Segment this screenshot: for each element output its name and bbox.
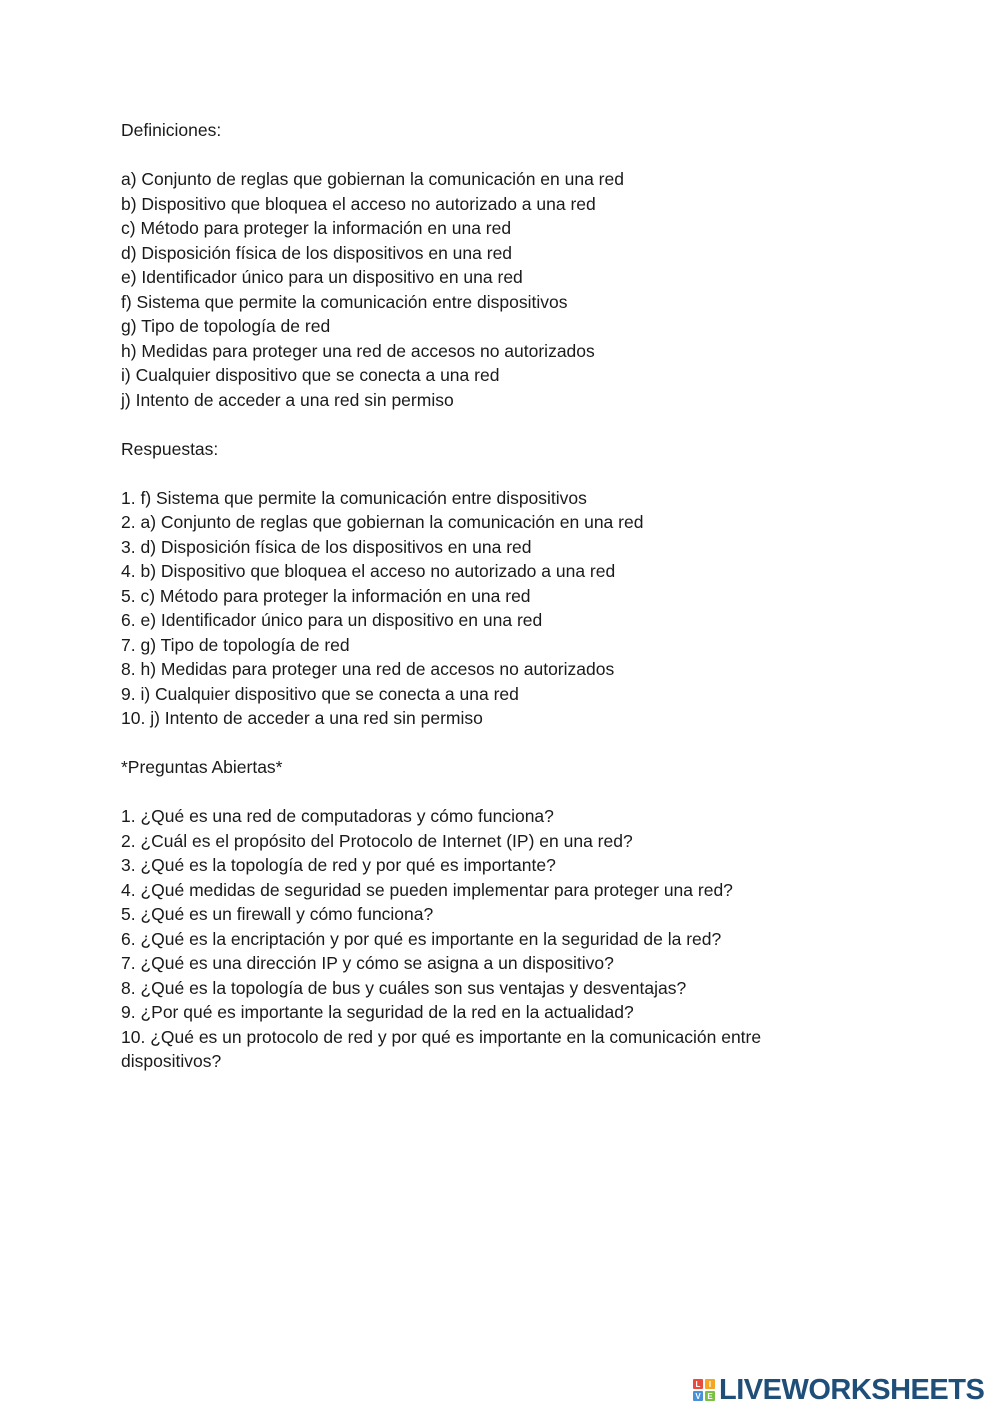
liveworksheets-logo[interactable] <box>693 1374 984 1406</box>
answer-item: 1. f) Sistema que permite la comunicación entre dispositivos <box>121 487 587 508</box>
definition-item: g) Tipo de topología de red <box>121 316 331 336</box>
answer-item: 10. j) Intento de acceder a una red sin permiso <box>121 708 483 728</box>
question-item: 10. ¿Qué es un protocolo de red y por qué es importante en la comunicación entre dispositivos? <box>121 1026 762 1071</box>
definition-item: j) Intento de acceder a una red sin permiso <box>121 389 454 410</box>
answer-item: 7. g) Tipo de topología de red <box>121 634 350 655</box>
answer-item: 9. i) Cualquier dispositivo que se conecta a una red <box>121 683 519 704</box>
answer-item: 4. b) Dispositivo que bloquea el acceso no autorizado a una red <box>121 561 616 581</box>
definition-item: i) Cualquier dispositivo que se conecta a una red <box>121 365 500 385</box>
answer-item: 2. a) Conjunto de reglas que gobiernan la comunicación en una red <box>121 512 644 532</box>
definition-item: b) Dispositivo que bloquea el acceso no autorizado a una red <box>121 193 596 214</box>
answer-item: 8. h) Medidas para proteger una red de accesos no autorizados <box>121 659 615 679</box>
brand-mark-icon <box>693 1379 715 1401</box>
open-questions-list <box>121 804 841 1074</box>
worksheet-page <box>121 118 841 1098</box>
open-questions-heading: *Preguntas Abiertas* <box>121 757 283 777</box>
definition-item: c) Método para proteger la información en una red <box>121 218 512 238</box>
question-item: 8. ¿Qué es la topología de bus y cuáles son sus ventajas y desventajas? <box>121 977 687 998</box>
definition-item: f) Sistema que permite la comunicación entre dispositivos <box>121 291 568 312</box>
definition-item: h) Medidas para proteger una red de accesos no autorizados <box>121 340 595 361</box>
answer-item: 3. d) Disposición física de los dispositivos en una red <box>121 536 532 557</box>
answer-item: 5. c) Método para proteger la información en una red <box>121 585 531 606</box>
definitions-list <box>121 167 841 412</box>
definition-item: e) Identificador único para un dispositivo en una red <box>121 267 523 287</box>
question-item: 4. ¿Qué medidas de seguridad se pueden implementar para proteger una red? <box>121 879 733 900</box>
brand-mark-letter: V <box>693 1391 703 1401</box>
question-item: 5. ¿Qué es un firewall y cómo funciona? <box>121 904 434 924</box>
question-item: 3. ¿Qué es la topología de red y por qué es importante? <box>121 855 556 875</box>
question-item: 1. ¿Qué es una red de computadoras y cómo funciona? <box>121 806 554 826</box>
question-item: 9. ¿Por qué es importante la seguridad de la red en la actualidad? <box>121 1002 634 1022</box>
definition-item: a) Conjunto de reglas que gobiernan la comunicación en una red <box>121 169 624 189</box>
definition-item: d) Disposición física de los dispositivos en una red <box>121 242 513 263</box>
brand-mark-letter: E <box>705 1391 715 1401</box>
definitions-heading: Definiciones: <box>121 120 222 140</box>
question-item: 7. ¿Qué es una dirección IP y cómo se asigna a un dispositivo? <box>121 953 614 973</box>
answers-list <box>121 486 841 731</box>
answers-heading: Respuestas: <box>121 438 219 459</box>
answer-item: 6. e) Identificador único para un dispositivo en una red <box>121 610 543 630</box>
brand-mark-letter: I <box>705 1379 715 1389</box>
brand-wordmark: LIVEWORKSHEETS <box>719 1373 985 1406</box>
question-item: 2. ¿Cuál es el propósito del Protocolo de Internet (IP) en una red? <box>121 830 633 851</box>
brand-mark-letter: L <box>693 1379 703 1389</box>
question-item: 6. ¿Qué es la encriptación y por qué es importante en la seguridad de la red? <box>121 928 722 949</box>
